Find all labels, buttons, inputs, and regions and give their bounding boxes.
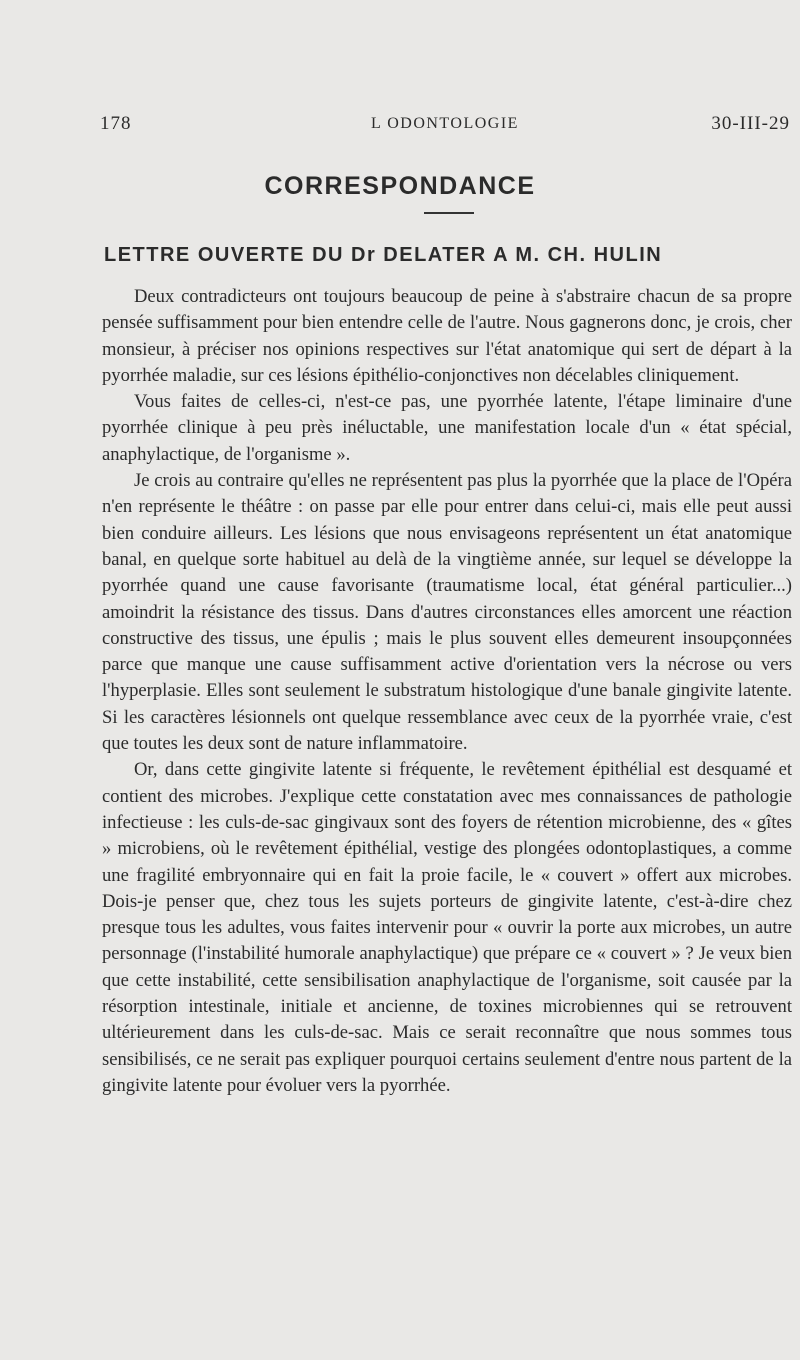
running-header bbox=[100, 113, 790, 143]
paragraph: Je crois au contraire qu'elles ne représentent pas plus la pyorrhée que la place de l'Opéra n'en représente le théâtre : on passe par elle pour entrer dans celui-ci, mais elle peut aussi bien conduire ailleurs. Les lésions que nous envisageons représentent un état anatomique banal, en quelque sorte habituel au delà de la vingtième année, sur lequel se développe la pyorrhée quand une cause favorisante (traumatisme local, état général particulier...) amoindrit la résistance des tissus. Dans d'autres circonstances elles amorcent une réaction constructive des tissus, une épulis ; mais le plus souvent elles demeurent insoupçonnées parce que manque une cause suffisamment active d'orientation vers la nécrose ou vers l'hyperplasie. Elles sont seulement le substratum histologique d'une banale gingivite latente. Si les caractères lésionnels ont quelque ressemblance avec ceux de la pyorrhée vraie, c'est que toutes les deux sont de nature inflammatoire. bbox=[102, 470, 792, 755]
article-body bbox=[102, 284, 792, 1099]
paragraph: Or, dans cette gingivite latente si fréquente, le revêtement épithélial est desquamé et contient des microbes. J'explique cette constatation avec mes connaissances de pathologie infectieuse : les culs-de-sac gingivaux sont des foyers de rétention microbienne, des « gîtes » microbiens, où le revêtement épithélial, vestige des plongées odontoplastiques, a comme une fragilité embryonnaire qui en fait la proie facile, le « couvert » offert aux microbes. Dois-je penser que, chez tous les sujets porteurs de gingivite latente, c'est-à-dire chez presque tous les adultes, vous faites intervenir pour « ouvrir la porte aux microbes, un autre personnage (l'instabilité humorale anaphylactique) que prépare ce « couvert » ? Je veux bien que cette instabilité, cette sensibilisation anaphylactique de l'organisme, soit causée par la résorption intestinale, initiale et ancienne, de toxines microbiennes qui se retrouvent ultérieurement dans les culs-de-sac. Mais ce serait reconnaître que nous sommes tous sensibilisés, ce ne serait pas expliquer pourquoi certains seulement d'entre nous partent de la gingivite latente pour évoluer vers la pyorrhée. bbox=[102, 759, 792, 1096]
issue-date: 30-III-29 bbox=[711, 113, 790, 134]
title-divider bbox=[424, 212, 474, 214]
running-title: L ODONTOLOGIE bbox=[371, 115, 519, 132]
article-title: LETTRE OUVERTE DU Dr DELATER A M. CH. HULIN bbox=[104, 244, 663, 266]
paragraph: Vous faites de celles-ci, n'est-ce pas, une pyorrhée latente, l'étape liminaire d'une pyorrhée clinique à peu près inéluctable, une manifestation locale d'un « état spécial, anaphylactique, de l'organisme ». bbox=[102, 391, 792, 465]
section-title: CORRESPONDANCE bbox=[264, 172, 536, 200]
paragraph: Deux contradicteurs ont toujours beaucoup de peine à s'abstraire chacun de sa propre pensée suffisamment pour bien entendre celle de l'autre. Nous gagnerons donc, je crois, cher monsieur, à préciser nos opinions respectives sur l'état anatomique qui sert de départ à la pyorrhée maladie, sur ces lésions épithélio-conjonctives non décelables cliniquement. bbox=[102, 286, 792, 386]
page-number: 178 bbox=[100, 113, 132, 134]
